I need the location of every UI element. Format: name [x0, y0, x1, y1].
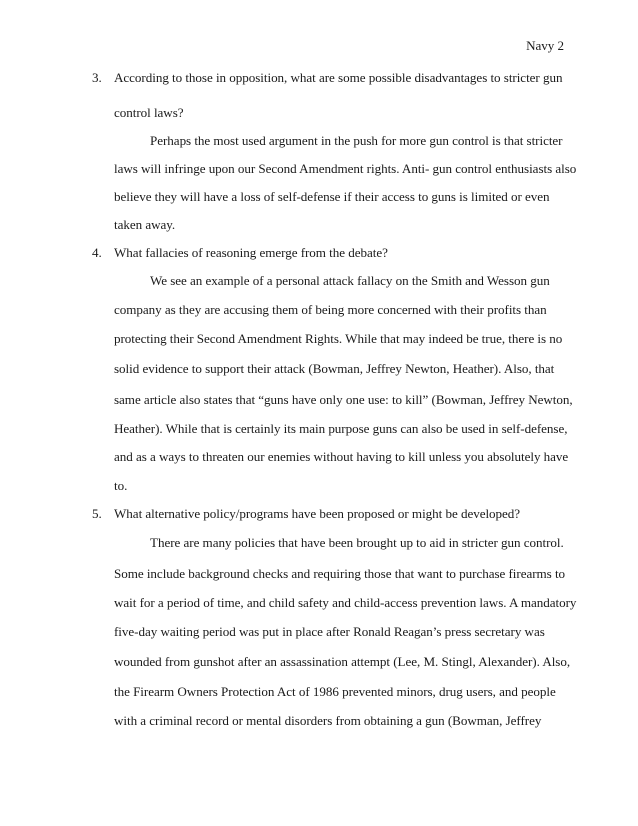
- answer-line: taken away.: [114, 217, 176, 232]
- answer-line: Some include background checks and requiring those that want to purchase firearms to: [114, 566, 566, 581]
- answer-line: to.: [114, 478, 128, 493]
- answer-line: with a criminal record or mental disorders from obtaining a gun (Bowman, Jeffrey: [114, 713, 542, 728]
- question-line: According to those in opposition, what are some possible disadvantages to stricter gun: [114, 70, 563, 85]
- question-line: What alternative policy/programs have been proposed or might be developed?: [114, 506, 521, 521]
- item-number: 4.: [92, 245, 102, 260]
- answer-line: Perhaps the most used argument in the push for more gun control is that stricter: [150, 133, 563, 148]
- answer-line: the Firearm Owners Protection Act of 1986 prevented minors, drug users, and people: [114, 684, 556, 699]
- answer-line: same article also states that “guns have only one use: to kill” (Bowman, Jeffrey Newton,: [114, 392, 573, 407]
- answer-line: company as they are accusing them of being more concerned with their profits than: [114, 302, 547, 317]
- item-number: 3.: [92, 70, 102, 85]
- answer-line: Heather). While that is certainly its main purpose guns can also be used in self-defense,: [114, 421, 568, 436]
- answer-line: laws will infringe upon our Second Amendment rights. Anti- gun control enthusiasts also: [114, 161, 577, 176]
- question-line: control laws?: [114, 105, 184, 120]
- answer-line: protecting their Second Amendment Rights. While that may indeed be true, there is no: [114, 331, 563, 346]
- question-line: What fallacies of reasoning emerge from the debate?: [114, 245, 388, 260]
- answer-line: We see an example of a personal attack fallacy on the Smith and Wesson gun: [150, 273, 550, 288]
- answer-line: and as a ways to threaten our enemies without having to kill unless you absolutely have: [114, 449, 569, 464]
- item-number: 5.: [92, 506, 102, 521]
- answer-line: wait for a period of time, and child safety and child-access prevention laws. A mandatory: [114, 595, 577, 610]
- answer-line: solid evidence to support their attack (Bowman, Jeffrey Newton, Heather). Also, that: [114, 361, 555, 376]
- answer-line: wounded from gunshot after an assassination attempt (Lee, M. Stingl, Alexander). Also,: [114, 654, 571, 669]
- answer-line: five-day waiting period was put in place after Ronald Reagan’s press secretary was: [114, 624, 545, 639]
- answer-line: There are many policies that have been brought up to aid in stricter gun control.: [150, 535, 564, 550]
- answer-line: believe they will have a loss of self-defense if their access to guns is limited or even: [114, 189, 550, 204]
- page-header: Navy 2: [526, 38, 564, 53]
